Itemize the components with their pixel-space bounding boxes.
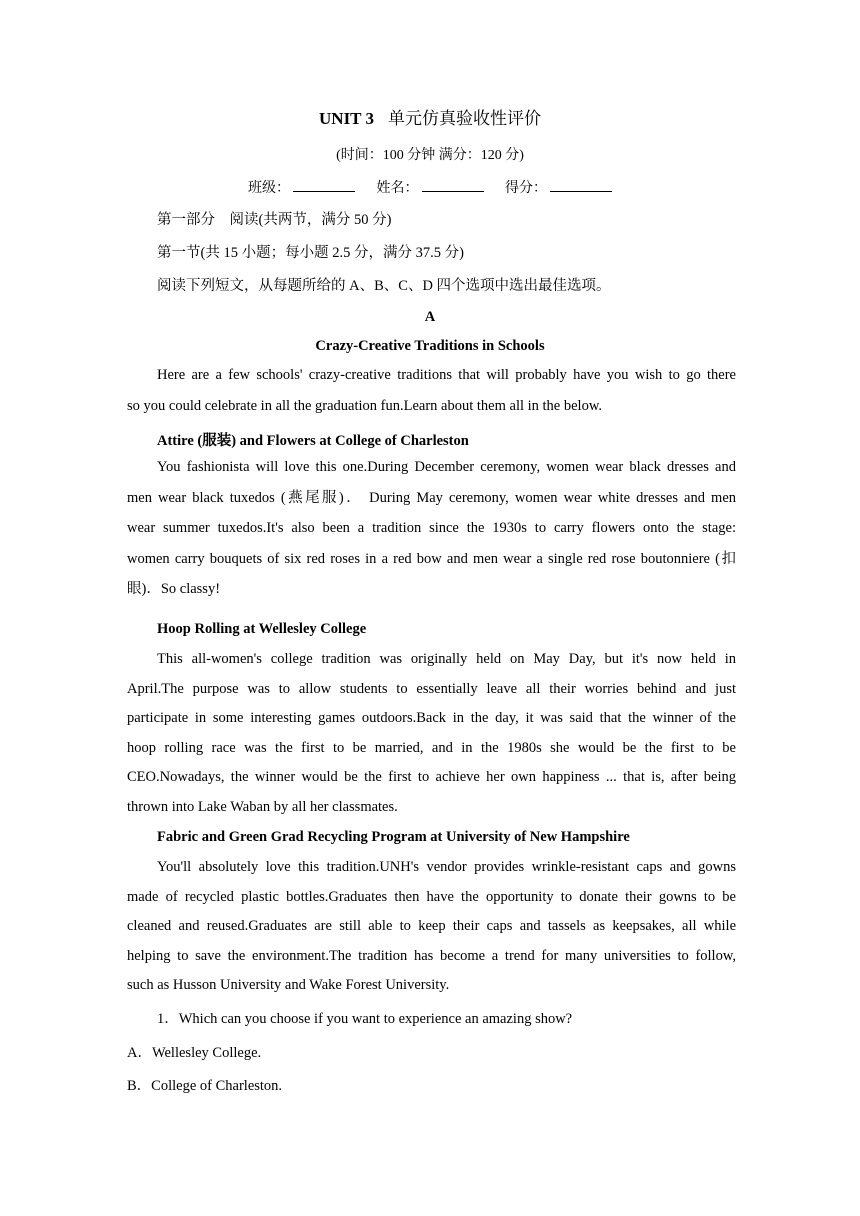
paragraph-line: hoop rolling race was the first to be married, and in the 1980s she would be the first to be: [127, 739, 736, 756]
paragraph-line: made of recycled plastic bottles.Graduates then have the opportunity to donate their gowns to be: [127, 888, 736, 905]
part-heading: 第一部分 阅读(共两节，满分 50 分): [157, 212, 392, 228]
paragraph-line: Here are a few schools' crazy-creative traditions that will probably have you wish to go there: [157, 367, 736, 383]
paragraph-line: wear summer tuxedos.It's also been a tradition since the 1930s to carry flowers onto the stage:: [127, 520, 736, 536]
section-heading-recycling: Fabric and Green Grad Recycling Program at University of New Hampshire: [157, 829, 630, 845]
question-1: 1．Which can you choose if you want to experience an amazing show?: [157, 1011, 573, 1027]
paragraph-line: You fashionista will love this one.During December ceremony, women wear black dresses and: [157, 459, 736, 475]
option-a: A．Wellesley College.: [127, 1045, 262, 1061]
paragraph-line: You'll absolutely love this tradition.UNH's vendor provides wrinkle-resistant caps and gowns: [157, 859, 736, 875]
instruction: 阅读下列短文，从每题所给的 A、B、C、D 四个选项中选出最佳选项。: [157, 278, 611, 294]
paragraph-recycling: [127, 856, 736, 1004]
intro-paragraph: [127, 364, 736, 425]
page-title: [0, 104, 860, 129]
paragraph-line: This all-women's college tradition was originally held on May Day, but it's now held in: [157, 651, 736, 667]
name-label: 姓名：: [376, 181, 419, 196]
paragraph-line: 眼)．So classy!: [127, 581, 221, 597]
student-info-fields: [0, 177, 860, 197]
score-blank: [550, 179, 612, 192]
paragraph-line: cleaned and reused.Graduates are still able to keep their caps and tassels as keepsakes, all while: [127, 918, 736, 934]
class-label: 班级：: [248, 181, 290, 196]
paragraph-attire: [127, 456, 736, 609]
paragraph-line: thrown into Lake Waban by all her classmates.: [127, 798, 398, 815]
paragraph-hoop: [127, 648, 736, 825]
name-blank: [422, 179, 484, 192]
paragraph-line: so you could celebrate in all the graduation fun.Learn about them all in the below.: [127, 397, 602, 414]
paragraph-line: CEO.Nowadays, the winner would be the first to achieve her own happiness ... that is, after being: [127, 769, 736, 785]
section-heading-hoop: Hoop Rolling at Wellesley College: [157, 621, 367, 637]
paragraph-line: participate in some interesting games outdoors.Back in the day, it was said that the winner of the: [127, 710, 736, 726]
class-blank: [293, 179, 355, 192]
passage-title: Crazy-Creative Traditions in Schools: [315, 338, 545, 354]
section-heading-attire: Attire (服装) and Flowers at College of Charleston: [157, 433, 469, 449]
paragraph-line: April.The purpose was to allow students to essentially leave all their worries behind and just: [127, 680, 736, 697]
option-b: B．College of Charleston.: [127, 1078, 283, 1094]
exam-info: (时间：100 分钟 满分：120 分): [336, 148, 524, 163]
paragraph-line: women carry bouquets of six red roses in a red bow and men wear a single red rose boutonniere (扣: [127, 550, 736, 567]
unit-title-cn: 单元仿真验收性评价: [387, 109, 541, 128]
passage-letter: A: [424, 309, 436, 325]
section-heading: 第一节(共 15 小题；每小题 2.5 分，满分 37.5 分): [157, 245, 464, 261]
score-label: 得分：: [505, 181, 547, 196]
paragraph-line: men wear black tuxedos (燕尾服)． During May ceremony, women wear white dresses and men: [127, 489, 736, 506]
paragraph-line: helping to save the environment.The tradition has become a trend for many universities to follow,: [127, 947, 736, 964]
unit-label: UNIT 3: [319, 109, 374, 128]
paragraph-line: such as Husson University and Wake Forest University.: [127, 977, 450, 993]
